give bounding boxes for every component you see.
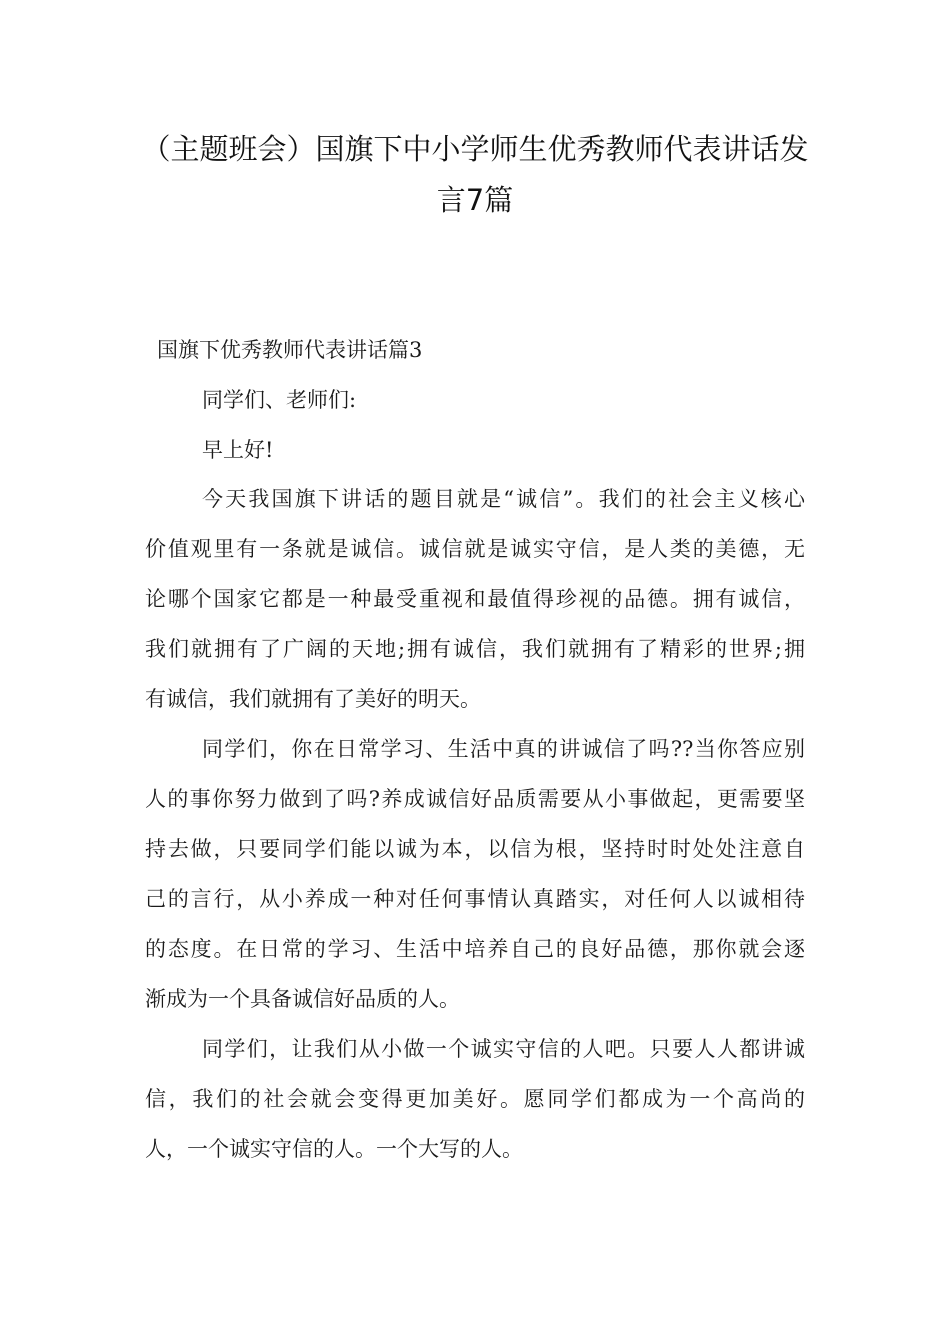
paragraph-line: 信，我们的社会就会变得更加美好。愿同学们都成为一个高尚的 xyxy=(145,1087,805,1111)
paragraph-line: 我们就拥有了广阔的天地;拥有诚信，我们就拥有了精彩的世界;拥 xyxy=(145,637,805,661)
paragraph-line: 今天我国旗下讲话的题目就是“诚信”。我们的社会主义核心 xyxy=(202,487,805,511)
paragraph-line: 同学们，让我们从小做一个诚实守信的人吧。只要人人都讲诚 xyxy=(202,1037,805,1061)
paragraph-line: 人，一个诚实守信的人。一个大写的人。 xyxy=(145,1137,523,1161)
paragraph-line: 人的事你努力做到了吗?养成诚信好品质需要从小事做起，更需要坚 xyxy=(145,787,805,811)
salutation: 同学们、老师们: xyxy=(202,388,357,412)
section-heading: 国旗下优秀教师代表讲话篇3 xyxy=(157,338,423,362)
paragraph-3 xyxy=(145,1039,805,1189)
paragraph-2 xyxy=(145,739,805,1039)
paragraph-line: 己的言行，从小养成一种对任何事情认真踏实，对任何人以诚相待 xyxy=(145,887,805,911)
paragraph-1 xyxy=(145,489,805,739)
document-title-line-1: （主题班会）国旗下中小学师生优秀教师代表讲话发 xyxy=(141,132,809,166)
greeting: 早上好! xyxy=(202,438,274,462)
paragraph-line: 同学们，你在日常学习、生活中真的讲诚信了吗??当你答应别 xyxy=(202,737,805,761)
paragraph-line: 的态度。在日常的学习、生活中培养自己的良好品德，那你就会逐 xyxy=(145,937,805,961)
paragraph-line: 价值观里有一条就是诚信。诚信就是诚实守信，是人类的美德，无 xyxy=(145,537,805,561)
paragraph-line: 有诚信，我们就拥有了美好的明天。 xyxy=(145,687,481,711)
paragraph-line: 持去做，只要同学们能以诚为本，以信为根，坚持时时处处注意自 xyxy=(145,837,805,861)
paragraph-line: 论哪个国家它都是一种最受重视和最值得珍视的品德。拥有诚信， xyxy=(145,587,805,611)
paragraph-line: 渐成为一个具备诚信好品质的人。 xyxy=(145,987,460,1011)
document-title-line-2: 言7篇 xyxy=(436,183,514,217)
